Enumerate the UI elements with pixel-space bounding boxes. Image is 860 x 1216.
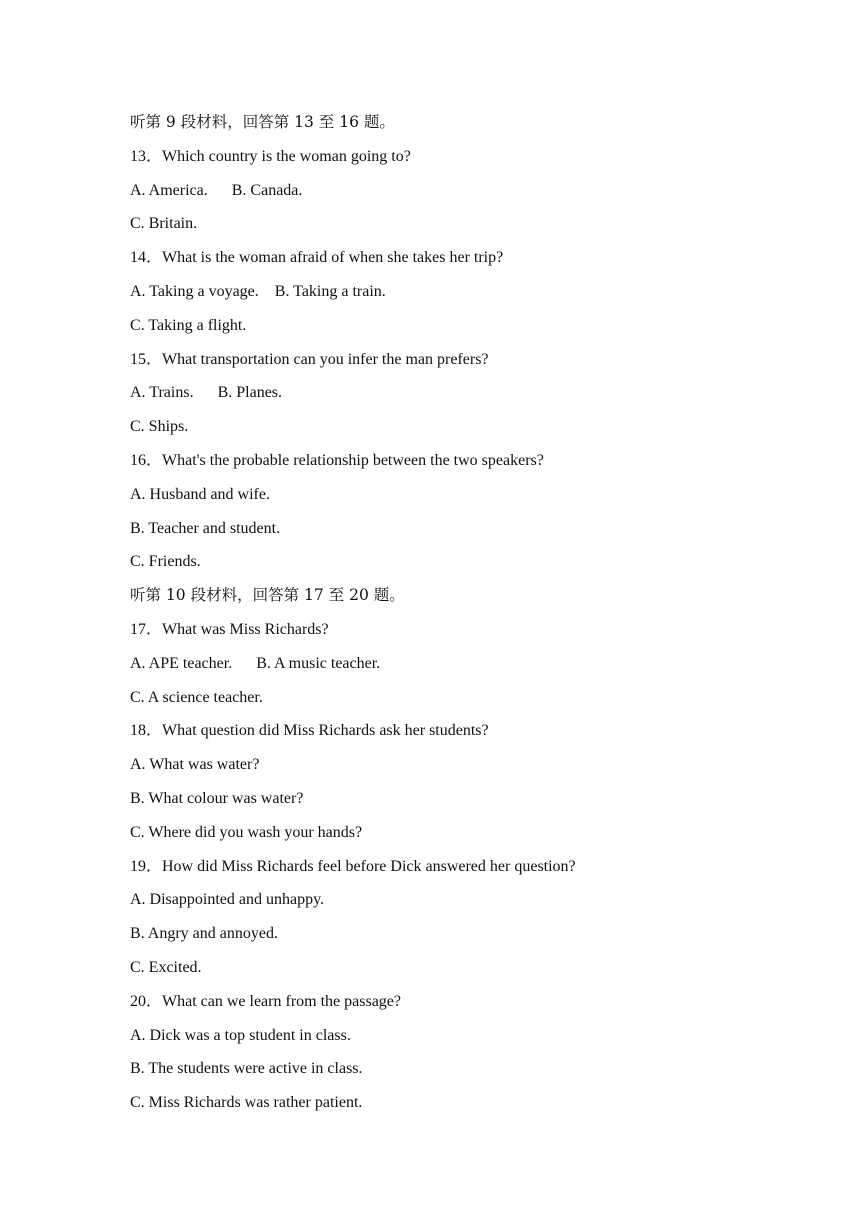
section-heading-9: 听第 9 段材料，回答第 13 至 16 题。 (130, 113, 395, 131)
document-page (130, 106, 810, 1120)
question-14-option-c: C. Taking a flight. (130, 316, 247, 334)
question-18-option-b: B. What colour was water? (130, 789, 304, 807)
question-13-options-ab: A. America. B. Canada. (130, 181, 303, 199)
question-16-option-a: A. Husband and wife. (130, 485, 270, 503)
question-15-stem: 15．What transportation can you infer the man prefers? (130, 350, 489, 368)
question-14-options-ab: A. Taking a voyage. B. Taking a train. (130, 282, 386, 300)
question-14-stem: 14．What is the woman afraid of when she takes her trip? (130, 249, 504, 267)
question-18-option-a: A. What was water? (130, 756, 260, 774)
question-15-options-ab: A. Trains. B. Planes. (130, 384, 283, 402)
question-20-option-c: C. Miss Richards was rather patient. (130, 1094, 363, 1112)
question-19-stem: 19．How did Miss Richards feel before Dick answered her question? (130, 857, 576, 875)
question-16-stem: 16．What's the probable relationship between the two speakers? (130, 451, 544, 469)
question-13-stem: 13．Which country is the woman going to? (130, 147, 411, 165)
question-20-option-b: B. The students were active in class. (130, 1060, 363, 1078)
question-18-stem: 18．What question did Miss Richards ask her students? (130, 722, 489, 740)
question-17-option-c: C. A science teacher. (130, 688, 263, 706)
question-19-option-c: C. Excited. (130, 958, 202, 976)
question-16-option-c: C. Friends. (130, 553, 201, 571)
section-heading-10: 听第 10 段材料，回答第 17 至 20 题。 (130, 586, 405, 605)
question-16-option-b: B. Teacher and student. (130, 519, 281, 537)
question-15-option-c: C. Ships. (130, 418, 189, 436)
question-18-option-c: C. Where did you wash your hands? (130, 823, 363, 841)
question-20-stem: 20．What can we learn from the passage? (130, 992, 401, 1010)
question-17-stem: 17．What was Miss Richards? (130, 620, 329, 638)
question-19-option-a: A. Disappointed and unhappy. (130, 891, 325, 909)
question-17-options-ab: A. APE teacher. B. A music teacher. (130, 654, 381, 672)
question-19-option-b: B. Angry and annoyed. (130, 925, 278, 943)
question-13-option-c: C. Britain. (130, 215, 198, 233)
question-20-option-a: A. Dick was a top student in class. (130, 1026, 351, 1044)
